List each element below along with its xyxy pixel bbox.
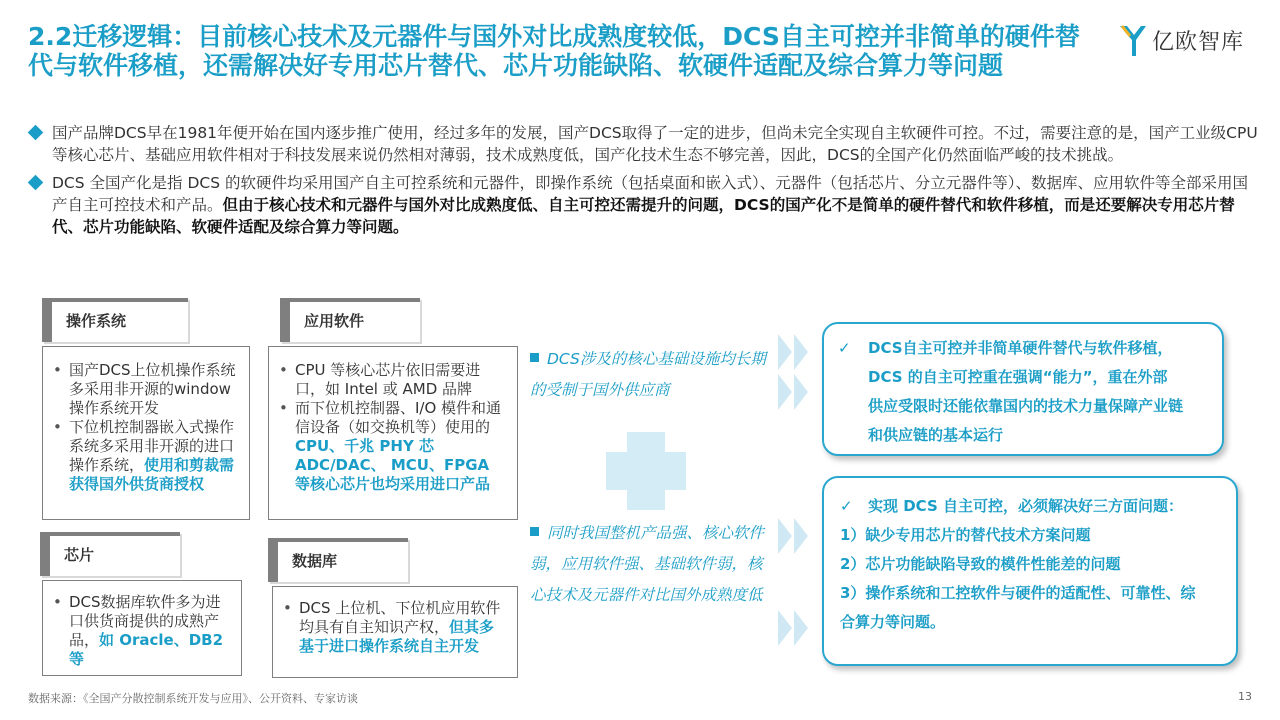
box1-line-4: 和供应链的基本运行 bbox=[868, 426, 1004, 444]
card-chip-title: 芯片 bbox=[40, 532, 180, 576]
card-app-item-2: • 而下位机控制器、I/O 模件和通信设备（如交换机等）使用的CPU、千兆 PHY 芯 ADC/DAC、 MCU、FPGA 等核心芯片也均采用进口产品 bbox=[277, 399, 507, 494]
plus-icon-bar bbox=[606, 452, 686, 490]
chevron-right-icon bbox=[778, 334, 792, 370]
card-os bbox=[42, 346, 250, 520]
card-chip bbox=[42, 580, 242, 676]
square-bullet-icon bbox=[530, 527, 539, 536]
card-db-item-1: • DCS 上位机、下位机应用软件均具有自主知识产权，但其多基于进口操作系统自主开发 bbox=[281, 599, 507, 656]
chevron-right-icon bbox=[778, 374, 792, 410]
intro-bullets bbox=[28, 122, 1258, 244]
card-app-title: 应用软件 bbox=[280, 298, 420, 342]
chevron-right-icon bbox=[778, 610, 792, 646]
check-icon: ✓ bbox=[838, 339, 851, 357]
square-bullet-icon bbox=[530, 353, 539, 362]
bullet-2-bold: 但由于核心技术和元器件与国外对比成熟度低、自主可控还需提升的问题，DCS的国产化不是简单的硬件替代和软件移植，而是还要解决专用芯片替代、芯片功能缺陷、软硬件适配及综合算力等问题。 bbox=[52, 196, 1235, 236]
middle-text-1: DCS涉及的核心基础设施均长期的受制于国外供应商 bbox=[530, 350, 766, 399]
bullet-2 bbox=[28, 172, 1258, 238]
chevron-right-icon bbox=[794, 518, 808, 554]
chevron-right-icon bbox=[794, 610, 808, 646]
box1-line-3: 供应受限时还能依靠国内的技术力量保障产业链 bbox=[868, 397, 1184, 415]
logo-text: 亿欧智库 bbox=[1152, 29, 1245, 55]
card-db-title: 数据库 bbox=[268, 538, 408, 582]
source-footnote: 数据来源：《全国产分散控制系统开发与应用》、公开资料、专家访谈 bbox=[28, 692, 358, 705]
box2-item-1: 1）缺少专用芯片的替代技术方案问题 bbox=[840, 526, 1091, 544]
conclusion-box-1 bbox=[822, 322, 1224, 456]
card-os-item-1: • 国产DCS上位机操作系统多采用非开源的window操作系统开发 bbox=[51, 361, 239, 418]
card-os-title: 操作系统 bbox=[42, 298, 188, 342]
bullet-2-text: DCS 全国产化是指 DCS 的软硬件均采用国产自主可控系统和元器件，即操作系统（包括桌面和嵌入式）、元器件（包括芯片、分立元器件等）、数据库、应用软件等全部采用国产自主可控技术和产品。 bbox=[52, 174, 1248, 214]
diamond-bullet-icon bbox=[28, 175, 44, 191]
card-app bbox=[268, 346, 518, 520]
chevron-right-icon bbox=[794, 334, 808, 370]
chevron-right-icon bbox=[794, 374, 808, 410]
card-app-item-1: • CPU 等核心芯片依旧需要进口，如 Intel 或 AMD 品牌 bbox=[277, 361, 507, 399]
chevron-right-icon bbox=[778, 518, 792, 554]
check-icon: ✓ bbox=[840, 497, 853, 515]
box1-line-2: DCS 的自主可控重在强调“能力”，重在外部 bbox=[868, 368, 1168, 386]
card-db bbox=[272, 586, 518, 678]
yiou-logo-icon bbox=[1118, 22, 1148, 58]
brand-logo bbox=[1118, 18, 1258, 62]
middle-text-2: 同时我国整机产品强、核心软件弱，应用软件强、基础软件弱，核心技术及元器件对比国外成熟度低 bbox=[530, 524, 765, 604]
box2-item-3a: 3）操作系统和工控软件与硬件的适配性、可靠性、综 bbox=[840, 584, 1196, 602]
card-chip-item-1: • DCS数据库软件多为进口供货商提供的成熟产品，如 Oracle、DB2 等 bbox=[51, 593, 231, 669]
box2-item-2: 2）芯片功能缺陷导致的模件性能差的问题 bbox=[840, 555, 1121, 573]
bullet-1 bbox=[28, 122, 1258, 166]
page-title: 2.2迁移逻辑：目前核心技术及元器件与国外对比成熟度较低，DCS自主可控并非简单的硬件替代与软件移植，还需解决好专用芯片替代、芯片功能缺陷、软硬件适配及综合算力等问题 bbox=[28, 22, 1080, 80]
box2-head: ✓ 实现 DCS 自主可控，必须解决好三方面问题： bbox=[840, 492, 1222, 521]
bullet-1-text: 国产品牌DCS早在1981年便开始在国内逐步推广使用，经过多年的发展，国产DCS取得了一定的进步，但尚未完全实现自主软硬件可控。不过，需要注意的是，国产工业级CPU等核心芯片、基础应用软件相对于科技发展来说仍然相对薄弱，技术成熟度低，国产化技术生态不够完善，因此，DCS的全国产化仍然面临严峻的技术挑战。 bbox=[52, 124, 1258, 164]
conclusion-box-2 bbox=[822, 476, 1238, 666]
diamond-bullet-icon bbox=[28, 125, 44, 141]
box1-line-1: ✓ DCS自主可控并非简单硬件替代与软件移植， bbox=[838, 334, 1208, 363]
card-os-item-2: • 下位机控制器嵌入式操作系统多采用非开源的进口操作系统，使用和剪裁需获得国外供货商授权 bbox=[51, 418, 239, 494]
box2-item-3b: 合算力等问题。 bbox=[840, 613, 946, 631]
page-number: 13 bbox=[1238, 690, 1252, 703]
